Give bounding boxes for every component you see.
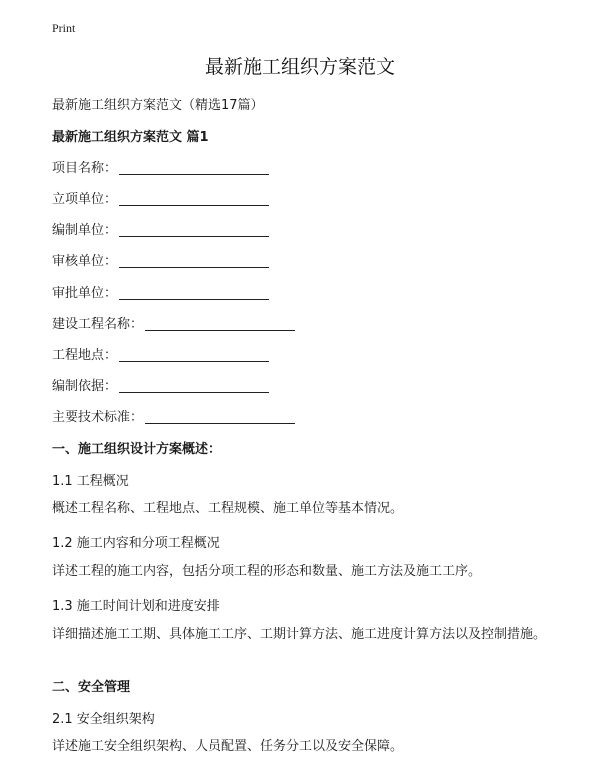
field-label: 工程地点： bbox=[52, 348, 118, 363]
field-label: 编制单位： bbox=[52, 223, 118, 238]
subheading-project-overview: 1.1 工程概况 bbox=[52, 474, 129, 489]
paragraph-safety-org: 详述施工安全组织架构、人员配置、任务分工以及安全保障。 bbox=[52, 739, 404, 754]
subheading-schedule: 1.3 施工时间计划和进度安排 bbox=[52, 599, 220, 614]
field-label: 项目名称： bbox=[52, 161, 118, 176]
heading-overview: 一、施工组织设计方案概述： bbox=[52, 442, 222, 457]
field-project-name bbox=[52, 157, 269, 176]
field-blank bbox=[119, 222, 269, 237]
field-label: 审批单位： bbox=[52, 286, 118, 301]
heading-safety: 二、安全管理 bbox=[52, 680, 131, 695]
paragraph-construction-content: 详述工程的施工内容，包括分项工程的形态和数量、施工方法及施工工序。 bbox=[52, 564, 482, 579]
field-project-unit bbox=[52, 188, 269, 207]
field-approval-unit bbox=[52, 282, 269, 301]
document-subtitle: 最新施工组织方案范文（精选17篇） bbox=[52, 98, 264, 113]
print-link[interactable]: Print bbox=[52, 21, 76, 35]
field-basis bbox=[52, 375, 269, 394]
field-compile-unit bbox=[52, 219, 269, 238]
field-review-unit bbox=[52, 250, 269, 269]
field-blank bbox=[119, 285, 269, 300]
field-label: 建设工程名称： bbox=[52, 317, 144, 332]
field-tech-standards bbox=[52, 406, 295, 425]
field-blank bbox=[119, 378, 269, 393]
field-label: 审核单位： bbox=[52, 254, 118, 269]
document-title: 最新施工组织方案范文 bbox=[204, 56, 395, 78]
field-blank bbox=[145, 316, 295, 331]
field-label: 立项单位： bbox=[52, 192, 118, 207]
subheading-safety-org: 2.1 安全组织架构 bbox=[52, 712, 155, 727]
paragraph-schedule: 详细描述施工工期、具体施工工序、工期计算方法、施工进度计算方法以及控制措施。 bbox=[52, 627, 547, 642]
field-label: 主要技术标准： bbox=[52, 410, 144, 425]
field-blank bbox=[119, 160, 269, 175]
field-project-location bbox=[52, 344, 269, 363]
section-heading: 最新施工组织方案范文 篇1 bbox=[52, 130, 209, 145]
field-blank bbox=[119, 347, 269, 362]
subheading-construction-content: 1.2 施工内容和分项工程概况 bbox=[52, 536, 220, 551]
field-blank bbox=[119, 253, 269, 268]
field-blank bbox=[145, 409, 295, 424]
field-blank bbox=[119, 191, 269, 206]
paragraph-project-overview: 概述工程名称、工程地点、工程规模、施工单位等基本情况。 bbox=[52, 501, 404, 516]
field-label: 编制依据： bbox=[52, 379, 118, 394]
field-project-title bbox=[52, 313, 295, 332]
